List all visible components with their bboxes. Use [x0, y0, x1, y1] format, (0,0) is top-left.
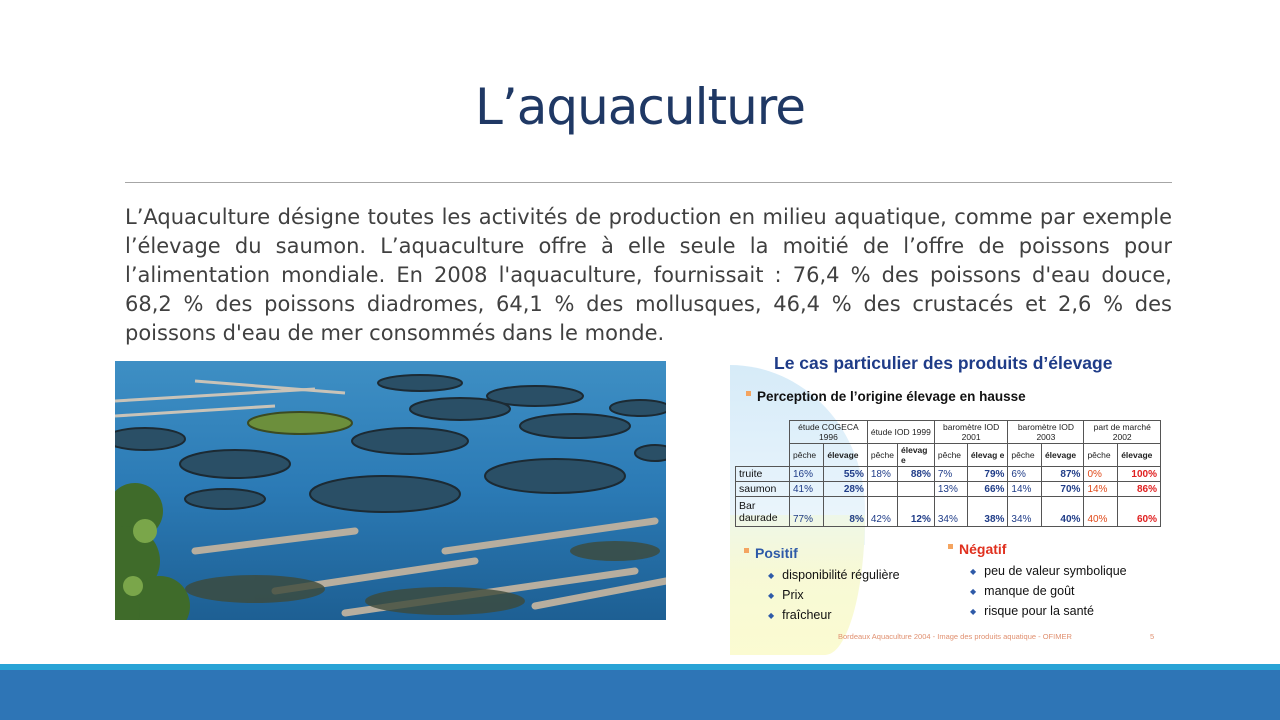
inset-subtitle: Perception de l’origine élevage en hausse [757, 389, 1026, 404]
table-cell: 28% [824, 482, 868, 497]
slide-title: L’aquaculture [474, 78, 806, 136]
table-header: part de marché 2002 [1084, 421, 1161, 444]
table-cell: 77% [790, 497, 824, 527]
inset-footer: Bordeaux Aquaculture 2004 - Image des produits aquatique - OFIMER [838, 632, 1072, 641]
table-cell: 100% [1118, 467, 1161, 482]
table-cell: 70% [1041, 482, 1083, 497]
table-row [736, 467, 1161, 482]
table-cell: 13% [934, 482, 967, 497]
table-cell [898, 482, 935, 497]
negative-heading-row [948, 541, 1006, 557]
bullet-square-icon [948, 544, 953, 549]
table-cell: 34% [934, 497, 967, 527]
list-item: ◆ Prix [768, 586, 900, 606]
row-label: Bar daurade [736, 497, 790, 527]
table-subheader: pêche [934, 444, 967, 467]
bottom-band [0, 664, 1280, 720]
table-cell: 6% [1008, 467, 1042, 482]
bullet-square-icon [746, 391, 751, 396]
inset-subtitle-row [746, 389, 1026, 404]
table-subheader: élevag e [967, 444, 1008, 467]
table-subheader: pêche [867, 444, 897, 467]
list-item: ◆ manque de goût [970, 582, 1127, 602]
list-item: ◆ peu de valeur symbolique [970, 562, 1127, 582]
table-cell: 86% [1118, 482, 1161, 497]
table-cell: 42% [867, 497, 897, 527]
table-cell: 8% [824, 497, 868, 527]
positive-heading: Positif [755, 545, 798, 561]
table-subheader: élevage [1118, 444, 1161, 467]
fish-farm-photo [115, 361, 666, 620]
perception-table [735, 420, 1161, 527]
bullet-square-icon [744, 548, 749, 553]
table-cell: 18% [867, 467, 897, 482]
table-corner [736, 444, 790, 467]
table-cell: 87% [1041, 467, 1083, 482]
table-cell [867, 482, 897, 497]
table-cell: 60% [1118, 497, 1161, 527]
table-cell: 88% [898, 467, 935, 482]
table-cell: 16% [790, 467, 824, 482]
table-header: baromètre IOD 2001 [934, 421, 1008, 444]
row-label: truite [736, 467, 790, 482]
list-item: ◆ disponibilité régulière [768, 566, 900, 586]
table-cell: 14% [1008, 482, 1042, 497]
table-row [736, 497, 1161, 527]
table-row [736, 482, 1161, 497]
table-subheader: pêche [1084, 444, 1118, 467]
table-subheader: élevage [824, 444, 868, 467]
inset-slide [730, 345, 1175, 660]
inset-page-number: 5 [1150, 632, 1155, 641]
table-cell: 34% [1008, 497, 1042, 527]
table-cell: 40% [1084, 497, 1118, 527]
table-subheader: élevag e [898, 444, 935, 467]
table-cell: 41% [790, 482, 824, 497]
list-item: ◆ fraîcheur [768, 606, 900, 626]
list-item: ◆ risque pour la santé [970, 602, 1127, 622]
table-cell: 40% [1041, 497, 1083, 527]
row-label: saumon [736, 482, 790, 497]
table-cell: 55% [824, 467, 868, 482]
table-cell: 0% [1084, 467, 1118, 482]
table-header: étude IOD 1999 [867, 421, 934, 444]
table-corner [736, 421, 790, 444]
table-cell: 14% [1084, 482, 1118, 497]
table-subheader: élevage [1041, 444, 1083, 467]
slide-body-text: L’Aquaculture désigne toutes les activités de production en milieu aquatique, comme par exemple l’élevage du saumon. L’aquaculture offre à elle seule la moitié de l’offre de poissons pour l’alimentation mondiale. En 2008 l'aquaculture, fournissait : 76,4 % des poissons d'eau douce, 68,2 % des poissons diadromes, 64,1 % des mollusques, 46,4 % des crustacés et 2,6 % des poissons d'eau de mer consommés dans le monde. [125, 205, 1172, 345]
table-subheader: pêche [1008, 444, 1042, 467]
table-cell: 66% [967, 482, 1008, 497]
negative-list [970, 562, 1127, 622]
positive-heading-row [744, 545, 798, 561]
table-cell: 7% [934, 467, 967, 482]
inset-title: Le cas particulier des produits d’élevage [774, 353, 1113, 373]
positive-list [768, 566, 900, 626]
table-cell: 79% [967, 467, 1008, 482]
table-cell: 12% [898, 497, 935, 527]
negative-heading: Négatif [959, 541, 1007, 557]
table-subheader: pêche [790, 444, 824, 467]
bottom-band-accent [0, 664, 1280, 670]
table-header: étude COGECA 1996 [790, 421, 868, 444]
table-header: baromètre IOD 2003 [1008, 421, 1084, 444]
title-divider [125, 182, 1172, 183]
table-cell: 38% [967, 497, 1008, 527]
